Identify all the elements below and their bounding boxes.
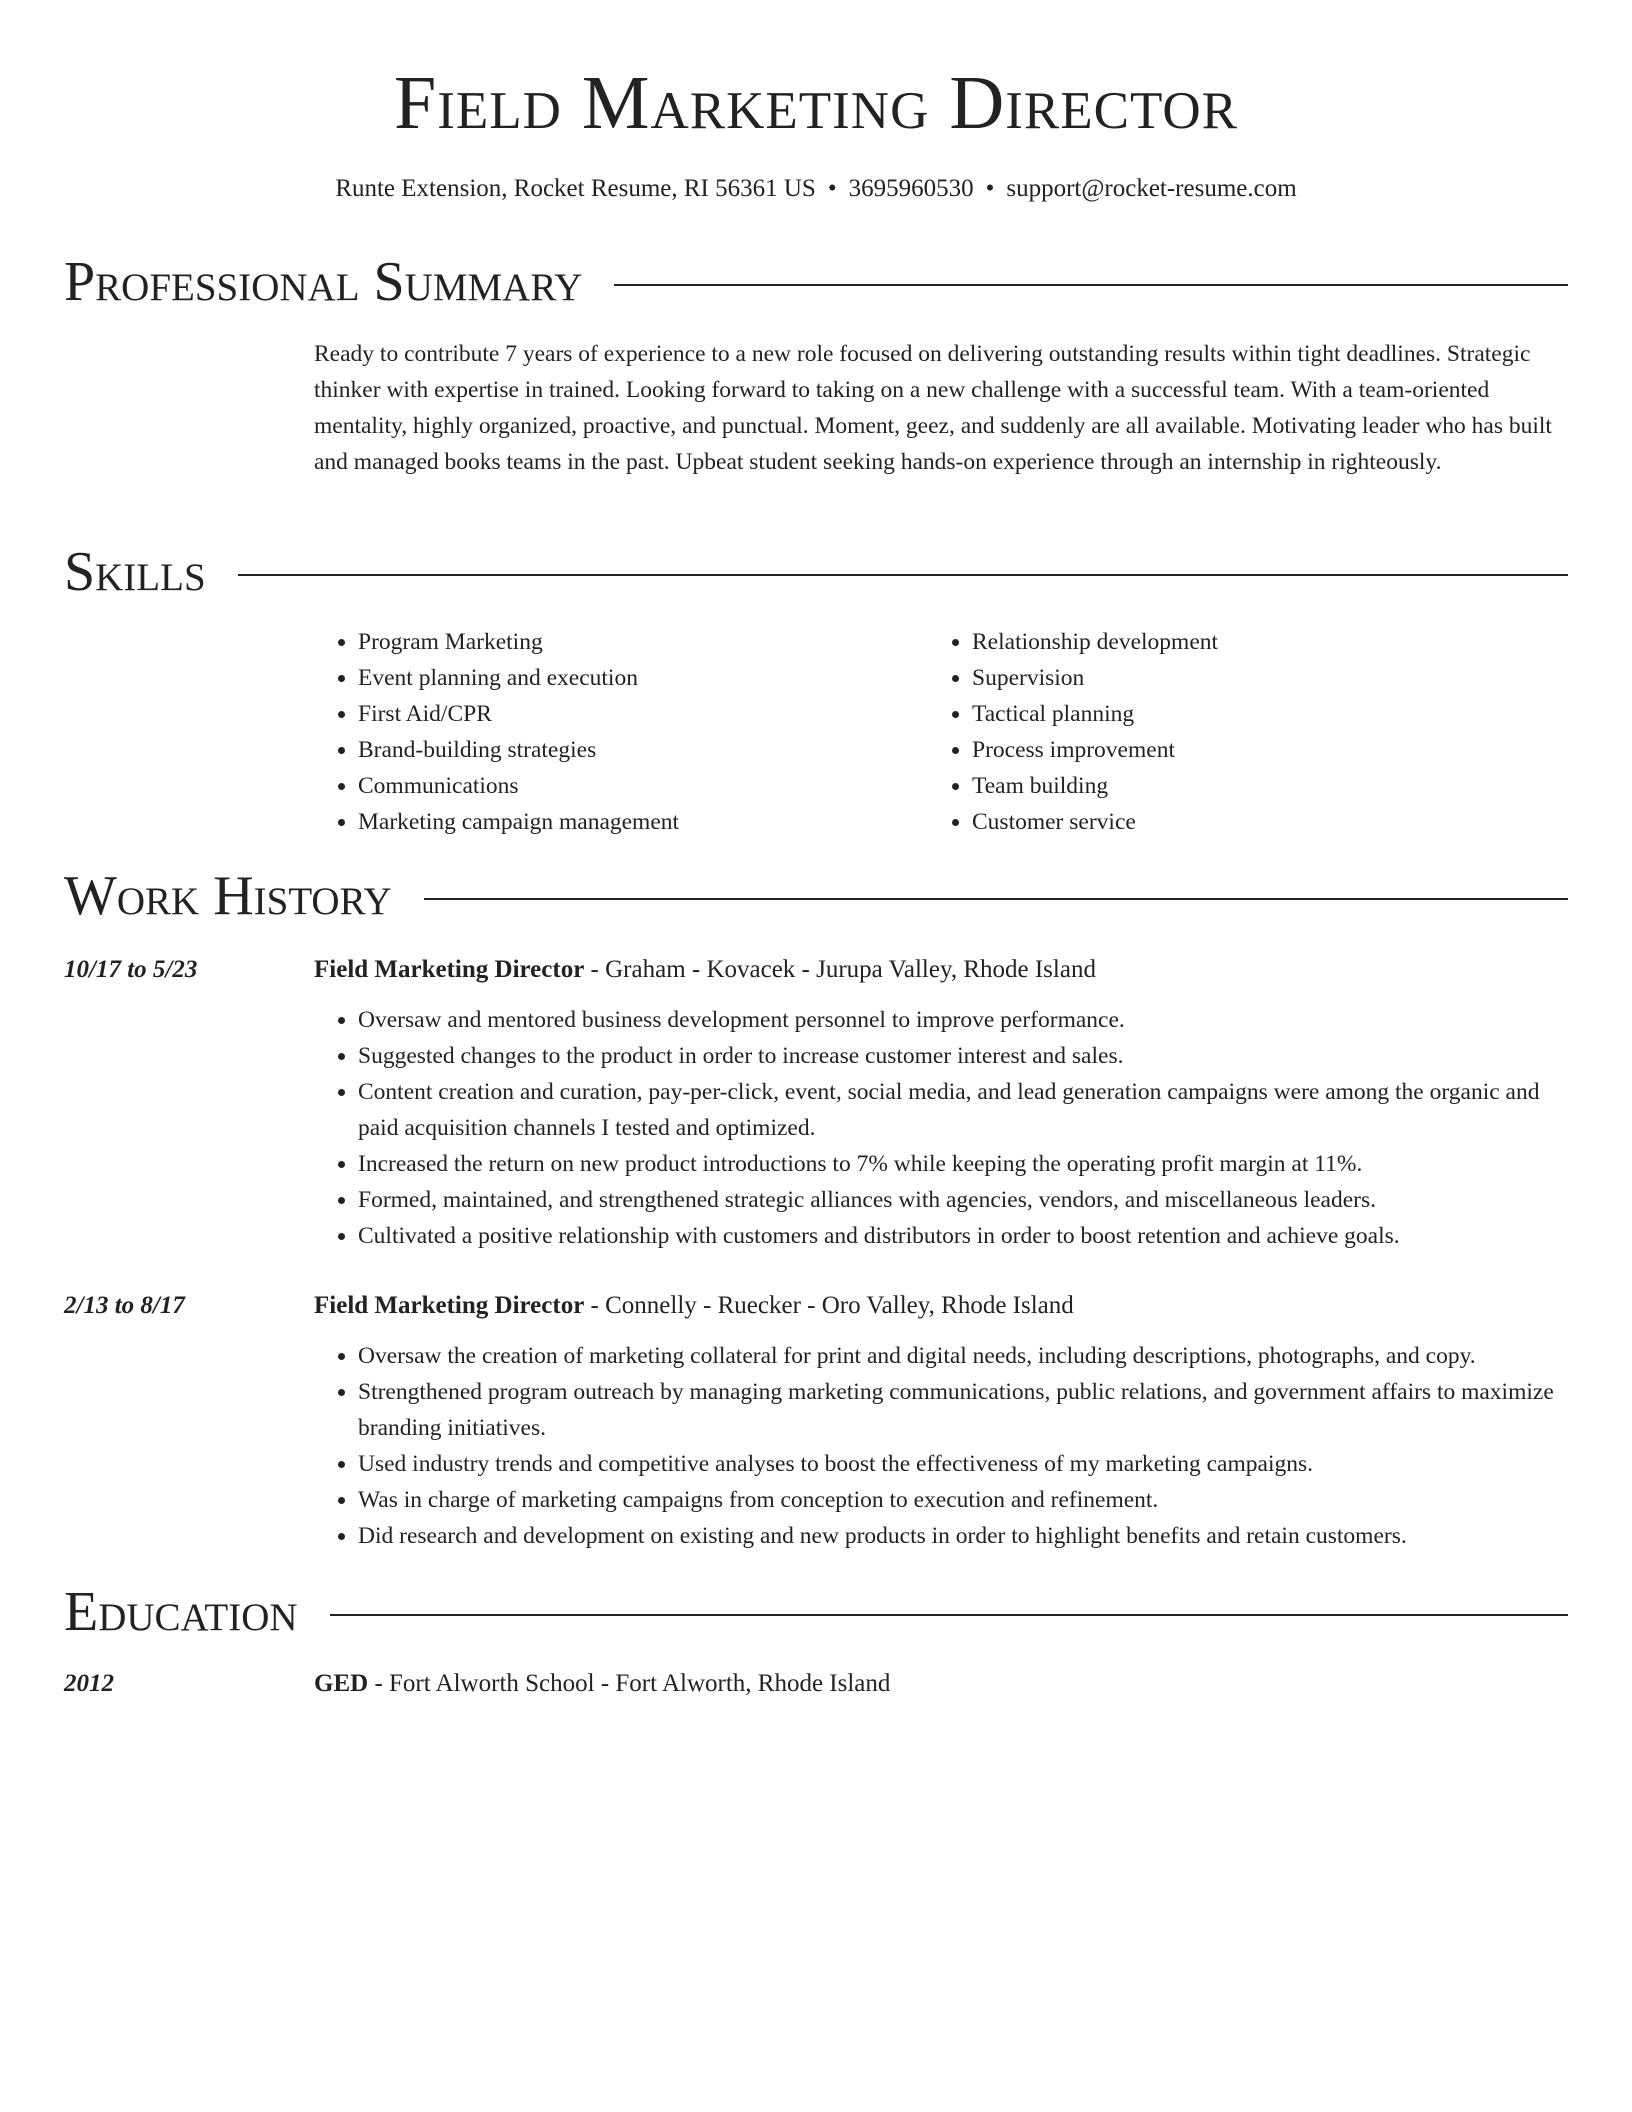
section-header-skills <box>64 540 1568 604</box>
skill-item: • Event planning and execution <box>358 660 928 696</box>
contact-line <box>64 172 1568 206</box>
contact-address: Runte Extension, Rocket Resume, RI 56361 US <box>335 175 816 202</box>
job-title: Field Marketing Director <box>314 956 585 983</box>
job-dates: 2/13 to 8/17 <box>64 1292 185 1319</box>
section-title-skills: Skills <box>64 541 206 603</box>
job-heading <box>314 1288 1568 1324</box>
contact-email: support@rocket-resume.com <box>1006 175 1297 202</box>
section-title-education: Education <box>64 1581 298 1643</box>
job-bullet: • Suggested changes to the product in order to increase customer interest and sales. <box>358 1038 1568 1074</box>
job-bullet: • Was in charge of marketing campaigns from conception to execution and refinement. <box>358 1482 1568 1518</box>
skill-item: • Brand-building strategies <box>358 732 928 768</box>
education-school: - Fort Alworth School - Fort Alworth, Rhode Island <box>368 1670 891 1697</box>
job-bullet: • Cultivated a positive relationship with customers and distributors in order to boost retention and achieve goals. <box>358 1218 1568 1254</box>
job-bullet: • Oversaw and mentored business development personnel to improve performance. <box>358 1002 1568 1038</box>
job-title: Field Marketing Director <box>314 1292 585 1319</box>
job-bullet: • Content creation and curation, pay-per-click, event, social media, and lead generation campaigns were among the organic and paid acquisition channels I tested and optimized. <box>358 1074 1568 1146</box>
contact-separator: • <box>827 175 837 202</box>
skill-item: • Program Marketing <box>358 624 928 660</box>
section-header-education <box>64 1580 1568 1644</box>
section-divider <box>424 898 1568 900</box>
resume-name-title: Field Marketing Director <box>393 61 1239 145</box>
skill-item: • Team building <box>972 768 1542 804</box>
skill-item: • Communications <box>358 768 928 804</box>
skill-item: • Relationship development <box>972 624 1542 660</box>
job-bullet: • Used industry trends and competitive analyses to boost the effectiveness of my marketing campaigns. <box>358 1446 1568 1482</box>
contact-phone: 3695960530 <box>848 175 974 202</box>
section-header-summary <box>64 250 1568 314</box>
skill-item: • Supervision <box>972 660 1542 696</box>
education-entry <box>314 1666 1568 1702</box>
job-bullet: • Increased the return on new product introductions to 7% while keeping the operating profit margin at 11%. <box>358 1146 1568 1182</box>
contact-separator: • <box>985 175 995 202</box>
summary-body <box>314 336 1568 480</box>
skills-column-right <box>928 624 1542 840</box>
skill-item: • Customer service <box>972 804 1542 840</box>
summary-text: Ready to contribute 7 years of experience to a new role focused on delivering outstanding results within tight deadlines. Strategic thinker with expertise in trained. Looking forward to taking on a new challenge with a successful team. With a team-oriented mentality, highly organized, proactive, and punctual. Moment, geez, and suddenly are all available. Motivating leader who has built and managed books teams in the past. Upbeat student seeking hands-on experience through an internship in righteously. <box>314 341 1552 475</box>
job-heading <box>314 952 1568 988</box>
job-entry <box>314 952 1568 1254</box>
job-entry <box>314 1288 1568 1554</box>
skill-item: • Tactical planning <box>972 696 1542 732</box>
skill-item: • Process improvement <box>972 732 1542 768</box>
section-header-work <box>64 864 1568 928</box>
skill-item: • Marketing campaign management <box>358 804 928 840</box>
section-divider <box>238 574 1568 576</box>
skills-column-left <box>314 624 928 840</box>
skill-item: • First Aid/CPR <box>358 696 928 732</box>
job-bullet: • Formed, maintained, and strengthened strategic alliances with agencies, vendors, and miscellaneous leaders. <box>358 1182 1568 1218</box>
job-employer: - Connelly - Ruecker - Oro Valley, Rhode Island <box>584 1292 1074 1319</box>
job-employer: - Graham - Kovacek - Jurupa Valley, Rhode Island <box>584 956 1096 983</box>
section-divider <box>330 1614 1568 1616</box>
section-divider <box>614 284 1568 286</box>
section-title-summary: Professional Summary <box>64 251 583 313</box>
education-heading <box>314 1666 1568 1702</box>
job-bullet: • Strengthened program outreach by managing marketing communications, public relations, and government affairs to maximize branding initiatives. <box>358 1374 1568 1446</box>
job-bullet: • Did research and development on existing and new products in order to highlight benefits and retain customers. <box>358 1518 1568 1554</box>
job-dates: 10/17 to 5/23 <box>64 956 198 983</box>
job-bullets <box>314 1338 1568 1554</box>
education-degree: GED <box>314 1670 369 1697</box>
skills-list <box>314 624 1568 840</box>
job-bullets <box>314 1002 1568 1254</box>
education-year: 2012 <box>64 1670 114 1697</box>
section-title-work: Work History <box>64 865 392 927</box>
job-bullet: • Oversaw the creation of marketing collateral for print and digital needs, including descriptions, photographs, and copy. <box>358 1338 1568 1374</box>
